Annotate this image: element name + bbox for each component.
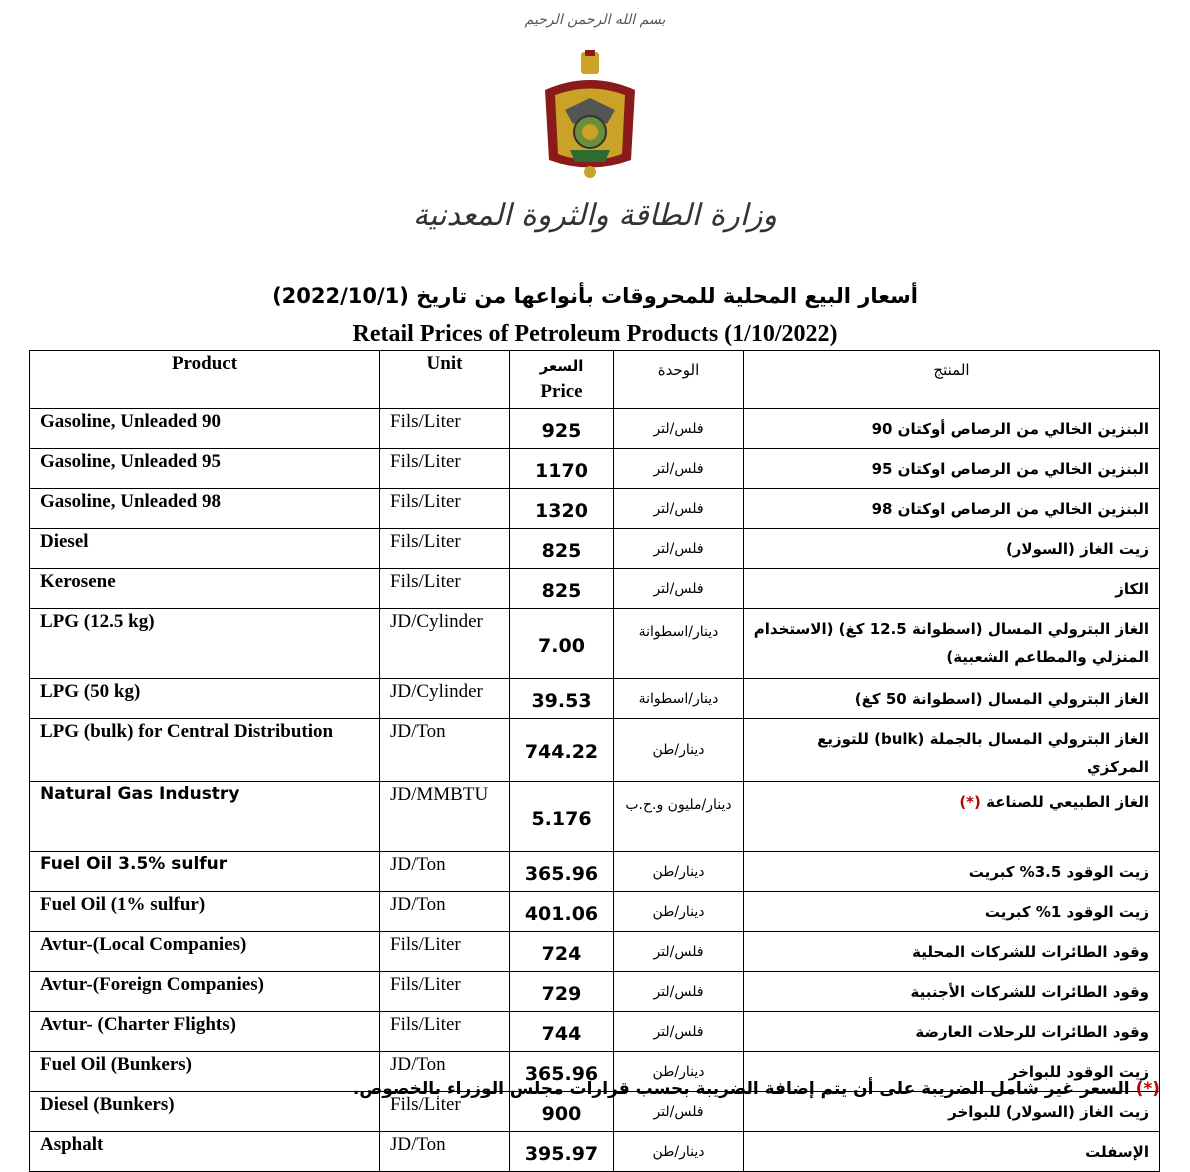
- unit-arabic-cell: فلس/لتر: [614, 972, 744, 1012]
- product-arabic-cell: [744, 569, 1160, 609]
- product-arabic-text: وقود الطائرات للرحلات العارضة: [915, 1023, 1149, 1041]
- unit-cell: Fils/Liter: [380, 409, 510, 449]
- product-arabic-cell: [744, 852, 1160, 892]
- page-title-arabic: أسعار البيع المحلية للمحروقات بأنواعها من تاريخ (2022/10/1): [272, 284, 918, 308]
- unit-arabic-cell: فلس/لتر: [614, 449, 744, 489]
- table-row: [30, 719, 1160, 782]
- price-cell: 900: [510, 1092, 614, 1132]
- price-cell: 724: [510, 932, 614, 972]
- product-cell: Gasoline, Unleaded 90: [30, 409, 380, 449]
- unit-cell: Fils/Liter: [380, 932, 510, 972]
- table-row: [30, 609, 1160, 679]
- table-row: [30, 1132, 1160, 1172]
- footnote-star: (*): [1135, 1079, 1160, 1099]
- product-arabic-cell: [744, 489, 1160, 529]
- price-cell: 365.96: [510, 1052, 614, 1092]
- product-cell: Asphalt: [30, 1132, 380, 1172]
- unit-cell: JD/Ton: [380, 719, 510, 782]
- product-cell: Diesel: [30, 529, 380, 569]
- header-price-english: Price: [540, 381, 583, 402]
- unit-arabic-cell: فلس/لتر: [614, 1092, 744, 1132]
- table-row: [30, 449, 1160, 489]
- product-arabic-text: وقود الطائرات للشركات الأجنبية: [910, 983, 1149, 1001]
- product-arabic-text: زيت الغاز (السولار) للبواخر: [948, 1103, 1149, 1121]
- unit-arabic-cell: فلس/لتر: [614, 569, 744, 609]
- table-row: [30, 569, 1160, 609]
- unit-arabic-cell: فلس/لتر: [614, 1012, 744, 1052]
- unit-arabic-cell: دينار/اسطوانة: [614, 609, 744, 679]
- table-row: [30, 892, 1160, 932]
- unit-cell: Fils/Liter: [380, 489, 510, 529]
- product-cell: Gasoline, Unleaded 98: [30, 489, 380, 529]
- product-cell: Natural Gas Industry: [30, 782, 380, 852]
- unit-arabic-cell: دينار/مليون و.ح.ب: [614, 782, 744, 852]
- table-row: [30, 409, 1160, 449]
- unit-arabic-cell: دينار/طن: [614, 719, 744, 782]
- unit-cell: Fils/Liter: [380, 569, 510, 609]
- product-cell: Fuel Oil 3.5% sulfur: [30, 852, 380, 892]
- unit-arabic-cell: دينار/طن: [614, 1052, 744, 1092]
- product-arabic-text: البنزين الخالي من الرصاص اوكتان 95: [871, 460, 1149, 478]
- ministry-name: وزارة الطاقة والثروة المعدنية: [412, 198, 778, 233]
- price-cell: 1170: [510, 449, 614, 489]
- unit-cell: JD/MMBTU: [380, 782, 510, 852]
- product-cell: Avtur- (Charter Flights): [30, 1012, 380, 1052]
- price-cell: 744.22: [510, 719, 614, 782]
- header-unit: Unit: [380, 351, 510, 409]
- price-cell: 401.06: [510, 892, 614, 932]
- product-arabic-text: الغاز الطبيعي للصناعة: [986, 793, 1149, 811]
- product-arabic-cell: [744, 1132, 1160, 1172]
- price-cell: 1320: [510, 489, 614, 529]
- product-arabic-cell: [744, 972, 1160, 1012]
- table-row: [30, 782, 1160, 852]
- price-cell: 395.97: [510, 1132, 614, 1172]
- product-arabic-text: البنزين الخالي من الرصاص اوكتان 98: [871, 500, 1149, 518]
- product-arabic-cell: [744, 609, 1160, 679]
- unit-arabic-cell: فلس/لتر: [614, 932, 744, 972]
- unit-arabic-cell: فلس/لتر: [614, 409, 744, 449]
- product-cell: LPG (50 kg): [30, 679, 380, 719]
- product-cell: Avtur-(Foreign Companies): [30, 972, 380, 1012]
- bismillah-text: بسم الله الرحمن الرحيم: [524, 12, 666, 28]
- price-cell: 5.176: [510, 782, 614, 852]
- coat-of-arms-emblem: [535, 50, 645, 180]
- product-arabic-text: زيت الوقود 3.5% كبريت: [968, 863, 1149, 881]
- unit-cell: JD/Ton: [380, 852, 510, 892]
- header-price: [510, 351, 614, 409]
- product-arabic-text: الغاز البترولي المسال (اسطوانة 50 كغ): [854, 690, 1149, 708]
- product-arabic-cell: [744, 1012, 1160, 1052]
- table-row: [30, 529, 1160, 569]
- unit-cell: Fils/Liter: [380, 972, 510, 1012]
- header-unit-arabic: الوحدة: [614, 351, 744, 409]
- table-row: [30, 852, 1160, 892]
- price-cell: 365.96: [510, 852, 614, 892]
- product-cell: Diesel (Bunkers): [30, 1092, 380, 1132]
- product-arabic-cell: [744, 782, 1160, 852]
- price-cell: 7.00: [510, 609, 614, 679]
- unit-arabic-cell: دينار/طن: [614, 1132, 744, 1172]
- product-arabic-text: الغاز البترولي المسال بالجملة (bulk) للتوزيع المركزي: [817, 730, 1149, 776]
- product-arabic-cell: [744, 409, 1160, 449]
- product-arabic-cell: [744, 932, 1160, 972]
- price-cell: 744: [510, 1012, 614, 1052]
- product-arabic-cell: [744, 892, 1160, 932]
- product-arabic-cell: [744, 529, 1160, 569]
- unit-cell: JD/Ton: [380, 892, 510, 932]
- table-header-row: [30, 351, 1160, 409]
- product-arabic-text: وقود الطائرات للشركات المحلية: [912, 943, 1149, 961]
- table-row: [30, 489, 1160, 529]
- product-arabic-cell: [744, 679, 1160, 719]
- product-cell: Fuel Oil (1% sulfur): [30, 892, 380, 932]
- table-row: [30, 972, 1160, 1012]
- product-arabic-text: الكاز: [1115, 580, 1149, 598]
- unit-cell: Fils/Liter: [380, 449, 510, 489]
- unit-arabic-cell: فلس/لتر: [614, 529, 744, 569]
- price-cell: 39.53: [510, 679, 614, 719]
- unit-arabic-cell: فلس/لتر: [614, 489, 744, 529]
- product-arabic-text: البنزين الخالي من الرصاص أوكتان 90: [871, 420, 1149, 438]
- note-star: (*): [959, 793, 981, 811]
- product-arabic-cell: [744, 449, 1160, 489]
- price-cell: 729: [510, 972, 614, 1012]
- header-price-arabic: السعر: [539, 357, 584, 375]
- product-arabic-text: الغاز البترولي المسال (اسطوانة 12.5 كغ) (الاستخدام المنزلي والمطاعم الشعبية): [753, 620, 1149, 666]
- unit-cell: Fils/Liter: [380, 1092, 510, 1132]
- product-cell: Kerosene: [30, 569, 380, 609]
- unit-arabic-cell: دينار/اسطوانة: [614, 679, 744, 719]
- product-cell: Gasoline, Unleaded 95: [30, 449, 380, 489]
- unit-cell: Fils/Liter: [380, 1012, 510, 1052]
- unit-cell: JD/Cylinder: [380, 679, 510, 719]
- product-cell: LPG (bulk) for Central Distribution: [30, 719, 380, 782]
- table-row: [30, 932, 1160, 972]
- product-cell: Avtur-(Local Companies): [30, 932, 380, 972]
- footnote: [0, 1079, 1160, 1099]
- unit-cell: JD/Cylinder: [380, 609, 510, 679]
- product-cell: Fuel Oil (Bunkers): [30, 1052, 380, 1092]
- page-title-english: Retail Prices of Petroleum Products (1/10/2022): [352, 321, 838, 347]
- product-cell: LPG (12.5 kg): [30, 609, 380, 679]
- product-arabic-text: الإسفلت: [1085, 1143, 1149, 1161]
- product-arabic-text: زيت الغاز (السولار): [1005, 540, 1149, 558]
- header-product-arabic: المنتج: [744, 351, 1160, 409]
- product-arabic-text: زيت الوقود 1% كبريت: [984, 903, 1149, 921]
- price-cell: 825: [510, 569, 614, 609]
- product-arabic-text: زيت الوقود للبواخر: [1008, 1063, 1149, 1081]
- price-cell: 925: [510, 409, 614, 449]
- table-row: [30, 679, 1160, 719]
- table-row: [30, 1012, 1160, 1052]
- unit-cell: Fils/Liter: [380, 529, 510, 569]
- header-product: Product: [30, 351, 380, 409]
- product-arabic-cell: [744, 719, 1160, 782]
- unit-cell: JD/Ton: [380, 1052, 510, 1092]
- unit-cell: JD/Ton: [380, 1132, 510, 1172]
- price-cell: 825: [510, 529, 614, 569]
- unit-arabic-cell: دينار/طن: [614, 892, 744, 932]
- prices-table: [29, 350, 1160, 1172]
- footnote-text: السعر غير شامل الضريبة على أن يتم إضافة الضريبة بحسب قرارات مجلس الوزراء بالخصوص.: [352, 1079, 1130, 1099]
- unit-arabic-cell: دينار/طن: [614, 852, 744, 892]
- prices-table-body: [30, 351, 1160, 1172]
